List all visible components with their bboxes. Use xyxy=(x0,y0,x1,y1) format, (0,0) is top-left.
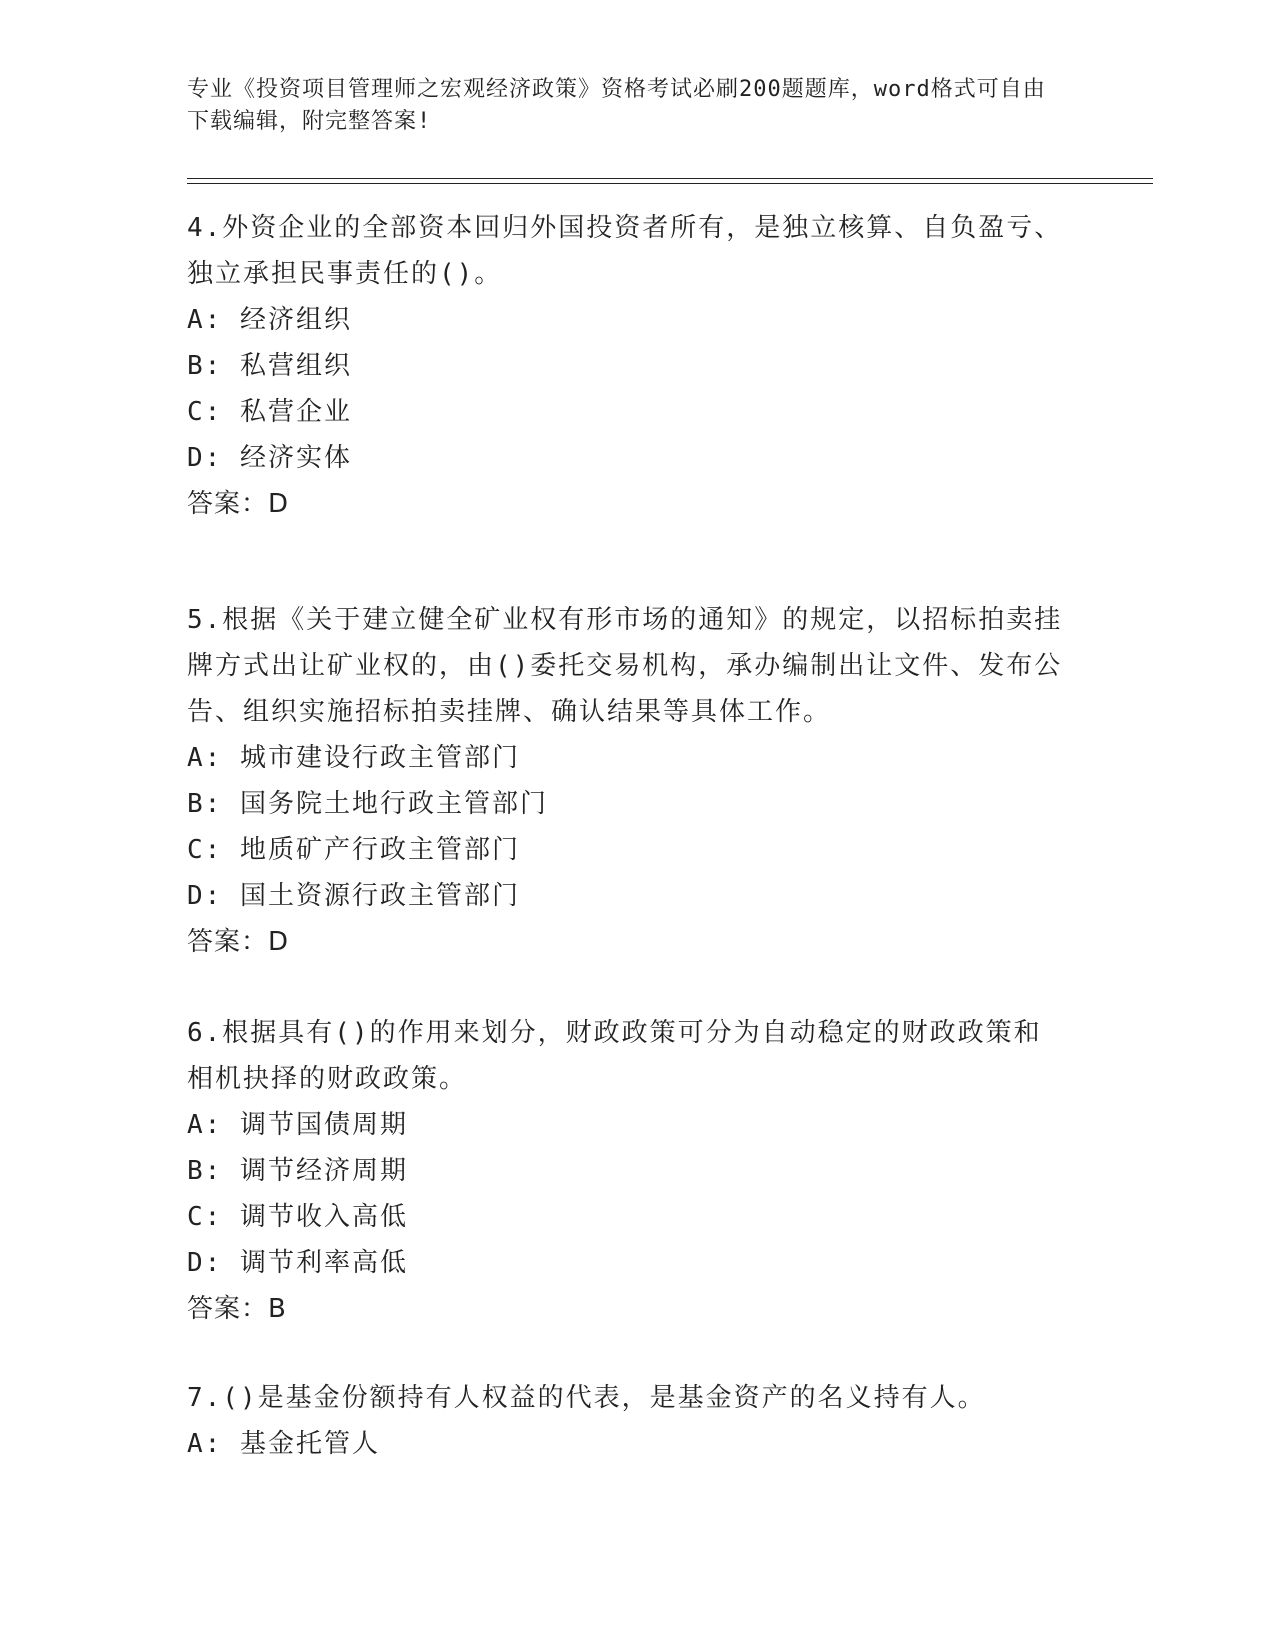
header-divider-top xyxy=(187,178,1153,179)
question-5 xyxy=(187,597,1067,965)
question-stem: 5.根据《关于建立健全矿业权有形市场的通知》的规定，以招标拍卖挂牌方式出让矿业权的，由()委托交易机构，承办编制出让文件、发布公告、组织实施招标拍卖挂牌、确认结果等具体工作。 xyxy=(187,605,1063,727)
option-a: A: 调节国债周期 xyxy=(187,1110,408,1140)
question-stem: 4.外资企业的全部资本回归外国投资者所有，是独立核算、自负盈亏、独立承担民事责任的()。 xyxy=(187,213,1063,289)
document-header: 专业《投资项目管理师之宏观经济政策》资格考试必刷200题题库，word格式可自由下载编辑，附完整答案! xyxy=(187,77,1046,134)
option-b: B: 国务院土地行政主管部门 xyxy=(187,789,548,819)
option-d: D: 调节利率高低 xyxy=(187,1248,408,1278)
question-stem: 7.()是基金份额持有人权益的代表，是基金资产的名义持有人。 xyxy=(187,1383,986,1413)
header-divider-bottom xyxy=(187,183,1153,184)
question-4 xyxy=(187,205,1067,527)
answer: 答案：D xyxy=(187,489,290,519)
option-a: A: 经济组织 xyxy=(187,305,352,335)
option-b: B: 私营组织 xyxy=(187,351,352,381)
option-d: D: 国土资源行政主管部门 xyxy=(187,881,520,911)
question-7 xyxy=(187,1375,1067,1467)
answer: 答案：B xyxy=(187,1294,287,1324)
option-c: C: 调节收入高低 xyxy=(187,1202,408,1232)
option-c: C: 私营企业 xyxy=(187,397,352,427)
option-c: C: 地质矿产行政主管部门 xyxy=(187,835,520,865)
answer: 答案：D xyxy=(187,927,290,957)
option-d: D: 经济实体 xyxy=(187,443,352,473)
option-a: A: 城市建设行政主管部门 xyxy=(187,743,520,773)
option-a: A: 基金托管人 xyxy=(187,1429,380,1459)
question-6 xyxy=(187,1010,1067,1332)
question-stem: 6.根据具有()的作用来划分，财政政策可分为自动稳定的财政政策和相机抉择的财政政策。 xyxy=(187,1018,1042,1094)
option-b: B: 调节经济周期 xyxy=(187,1156,408,1186)
